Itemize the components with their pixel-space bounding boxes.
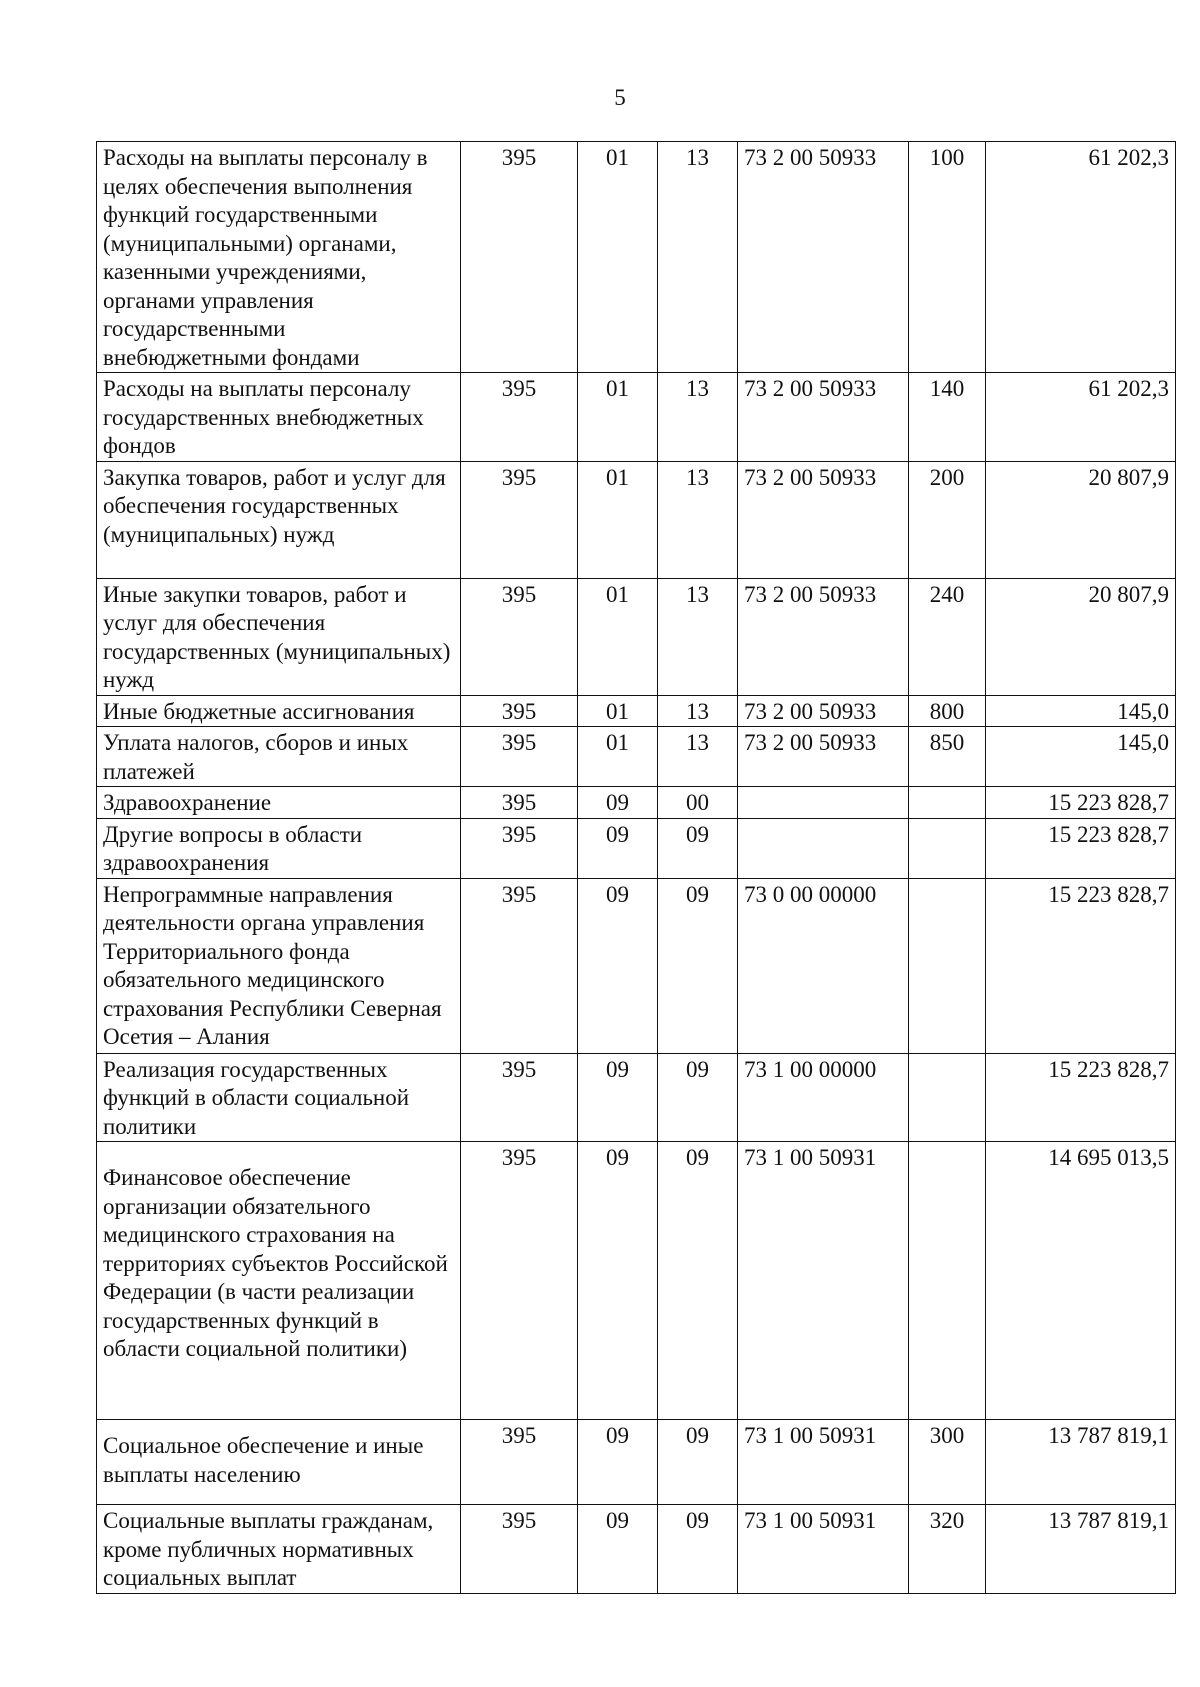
row-name: Закупка товаров, работ и услуг для обеспечения государственных (муниципальных) нужд: [97, 461, 461, 578]
table-row: [97, 787, 1176, 819]
row-ved: 395: [461, 1420, 578, 1505]
row-ved: 395: [461, 578, 578, 695]
row-ved: 395: [461, 878, 578, 1053]
row-vr: 140: [909, 373, 986, 462]
row-pr: 00: [658, 787, 738, 819]
row-ved: 395: [461, 727, 578, 787]
row-vr: 800: [909, 695, 986, 727]
row-name: Финансовое обеспечение организации обязательного медицинского страхования на территориях субъектов Российской Федерации (в части реализации государственных функций в области социальной политики): [97, 1142, 461, 1420]
row-rz: 09: [578, 787, 658, 819]
row-pr: 13: [658, 373, 738, 462]
table-row: [97, 1142, 1176, 1420]
row-csr: 73 2 00 50933: [738, 142, 909, 373]
row-vr: [909, 1053, 986, 1142]
row-vr: [909, 818, 986, 878]
row-csr: 73 1 00 00000: [738, 1053, 909, 1142]
row-name: Уплата налогов, сборов и иных платежей: [97, 727, 461, 787]
row-sum: 15 223 828,7: [986, 878, 1176, 1053]
row-vr: 200: [909, 461, 986, 578]
row-name: Социальное обеспечение и иные выплаты населению: [97, 1420, 461, 1505]
row-csr: 73 1 00 50931: [738, 1505, 909, 1594]
row-ved: 395: [461, 1053, 578, 1142]
row-rz: 09: [578, 1420, 658, 1505]
row-vr: 850: [909, 727, 986, 787]
row-ved: 395: [461, 142, 578, 373]
row-csr: 73 2 00 50933: [738, 373, 909, 462]
row-sum: 61 202,3: [986, 142, 1176, 373]
row-rz: 01: [578, 578, 658, 695]
row-sum: 20 807,9: [986, 461, 1176, 578]
row-sum: 13 787 819,1: [986, 1505, 1176, 1594]
row-rz: 01: [578, 142, 658, 373]
row-name: Расходы на выплаты персоналу в целях обеспечения выполнения функций государственными (муниципальными) органами, казенными учреждениями, органами управления государственными внебюджетными фондами: [97, 142, 461, 373]
table-row: [97, 142, 1176, 373]
row-pr: 09: [658, 818, 738, 878]
row-sum: 20 807,9: [986, 578, 1176, 695]
row-csr: 73 2 00 50933: [738, 727, 909, 787]
row-name: Реализация государственных функций в области социальной политики: [97, 1053, 461, 1142]
row-csr: 73 2 00 50933: [738, 578, 909, 695]
row-ved: 395: [461, 373, 578, 462]
row-csr: 73 1 00 50931: [738, 1142, 909, 1420]
row-pr: 09: [658, 1142, 738, 1420]
table-row: [97, 461, 1176, 578]
row-pr: 09: [658, 1505, 738, 1594]
row-name: Здравоохранение: [97, 787, 461, 819]
row-pr: 09: [658, 1420, 738, 1505]
row-ved: 395: [461, 787, 578, 819]
row-rz: 09: [578, 818, 658, 878]
row-sum: 15 223 828,7: [986, 787, 1176, 819]
row-vr: [909, 787, 986, 819]
row-pr: 13: [658, 142, 738, 373]
row-csr: 73 2 00 50933: [738, 461, 909, 578]
row-rz: 09: [578, 1505, 658, 1594]
row-ved: 395: [461, 1142, 578, 1420]
row-csr: [738, 787, 909, 819]
row-vr: 100: [909, 142, 986, 373]
row-name: Расходы на выплаты персоналу государственных внебюджетных фондов: [97, 373, 461, 462]
row-sum: 145,0: [986, 727, 1176, 787]
row-csr: [738, 818, 909, 878]
table-row: [97, 695, 1176, 727]
row-sum: 15 223 828,7: [986, 818, 1176, 878]
row-name: Другие вопросы в области здравоохранения: [97, 818, 461, 878]
row-vr: [909, 878, 986, 1053]
row-sum: 61 202,3: [986, 373, 1176, 462]
row-ved: 395: [461, 695, 578, 727]
row-pr: 09: [658, 878, 738, 1053]
row-rz: 01: [578, 373, 658, 462]
table-row: [97, 1420, 1176, 1505]
row-vr: [909, 1142, 986, 1420]
row-name: Социальные выплаты гражданам, кроме публичных нормативных социальных выплат: [97, 1505, 461, 1594]
row-sum: 14 695 013,5: [986, 1142, 1176, 1420]
row-name: Иные бюджетные ассигнования: [97, 695, 461, 727]
row-name: Иные закупки товаров, работ и услуг для обеспечения государственных (муниципальных) нужд: [97, 578, 461, 695]
table-row: [97, 373, 1176, 462]
row-csr: 73 0 00 00000: [738, 878, 909, 1053]
row-vr: 300: [909, 1420, 986, 1505]
table-row: [97, 727, 1176, 787]
row-rz: 09: [578, 878, 658, 1053]
budget-table: [96, 141, 1176, 1594]
row-name: Непрограммные направления деятельности органа управления Территориального фонда обязательного медицинского страхования Республики Северная Осетия – Алания: [97, 878, 461, 1053]
row-ved: 395: [461, 1505, 578, 1594]
row-pr: 13: [658, 727, 738, 787]
page-number: 5: [614, 85, 626, 110]
row-sum: 145,0: [986, 695, 1176, 727]
row-ved: 395: [461, 461, 578, 578]
row-rz: 01: [578, 727, 658, 787]
row-rz: 09: [578, 1053, 658, 1142]
table-row: [97, 578, 1176, 695]
row-ved: 395: [461, 818, 578, 878]
row-csr: 73 1 00 50931: [738, 1420, 909, 1505]
row-rz: 01: [578, 461, 658, 578]
row-rz: 01: [578, 695, 658, 727]
row-pr: 13: [658, 578, 738, 695]
row-rz: 09: [578, 1142, 658, 1420]
row-sum: 15 223 828,7: [986, 1053, 1176, 1142]
row-pr: 13: [658, 695, 738, 727]
row-vr: 320: [909, 1505, 986, 1594]
row-pr: 13: [658, 461, 738, 578]
table-row: [97, 878, 1176, 1053]
table-row: [97, 818, 1176, 878]
row-pr: 09: [658, 1053, 738, 1142]
row-csr: 73 2 00 50933: [738, 695, 909, 727]
row-vr: 240: [909, 578, 986, 695]
table-row: [97, 1053, 1176, 1142]
row-sum: 13 787 819,1: [986, 1420, 1176, 1505]
table-row: [97, 1505, 1176, 1594]
